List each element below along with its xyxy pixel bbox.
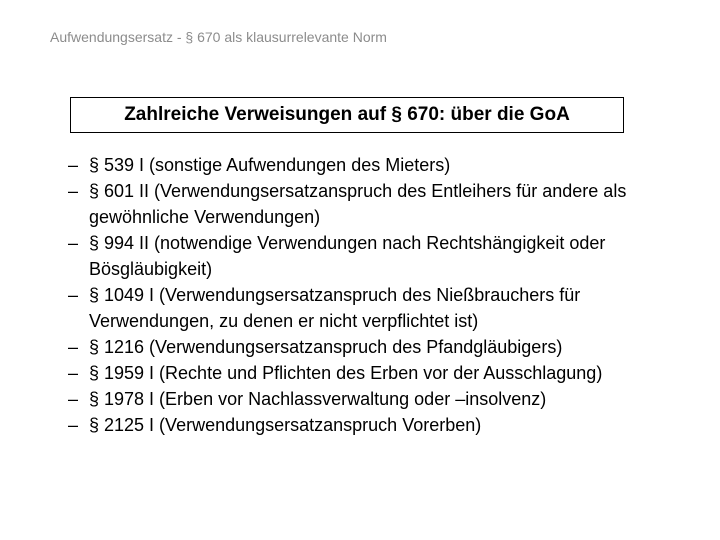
dash-bullet-icon: – [68,337,79,357]
list-item-text: § 601 II (Verwendungsersatzanspruch des Entleihers für andere als gewöhnliche Verwendungen) [89,181,627,227]
list-item [64,386,684,412]
title-box [70,97,624,133]
list-item-text: § 994 II (notwendige Verwendungen nach Rechtshängigkeit oder Bösgläubigkeit) [89,233,606,279]
list-item [64,178,684,230]
dash-bullet-icon: – [68,181,79,201]
dash-bullet-icon: – [68,389,79,409]
slide-header: Aufwendungsersatz - § 670 als klausurrelevante Norm [50,29,387,45]
list-item [64,282,684,334]
dash-bullet-icon: – [68,363,79,383]
list-item [64,334,684,360]
list-item-text: § 1216 (Verwendungsersatzanspruch des Pfandgläubigers) [89,337,563,357]
list-item [64,230,684,282]
list-item-text: § 1959 I (Rechte und Pflichten des Erben vor der Ausschlagung) [89,363,603,383]
list-item-text: § 539 I (sonstige Aufwendungen des Mieters) [89,155,451,175]
list-item [64,412,684,438]
dash-bullet-icon: – [68,155,79,175]
bullet-list [64,152,684,438]
list-item-text: § 1049 I (Verwendungsersatzanspruch des Nießbrauchers für Verwendungen, zu denen er nicht verpflichtet ist) [89,285,581,331]
slide-title: Zahlreiche Verweisungen auf § 670: über die GoA [124,104,570,125]
list-item [64,360,684,386]
list-item-text: § 2125 I (Verwendungsersatzanspruch Vorerben) [89,415,482,435]
dash-bullet-icon: – [68,285,79,305]
list-item-text: § 1978 I (Erben vor Nachlassverwaltung oder –insolvenz) [89,389,547,409]
dash-bullet-icon: – [68,415,79,435]
list-item [64,152,684,178]
dash-bullet-icon: – [68,233,79,253]
